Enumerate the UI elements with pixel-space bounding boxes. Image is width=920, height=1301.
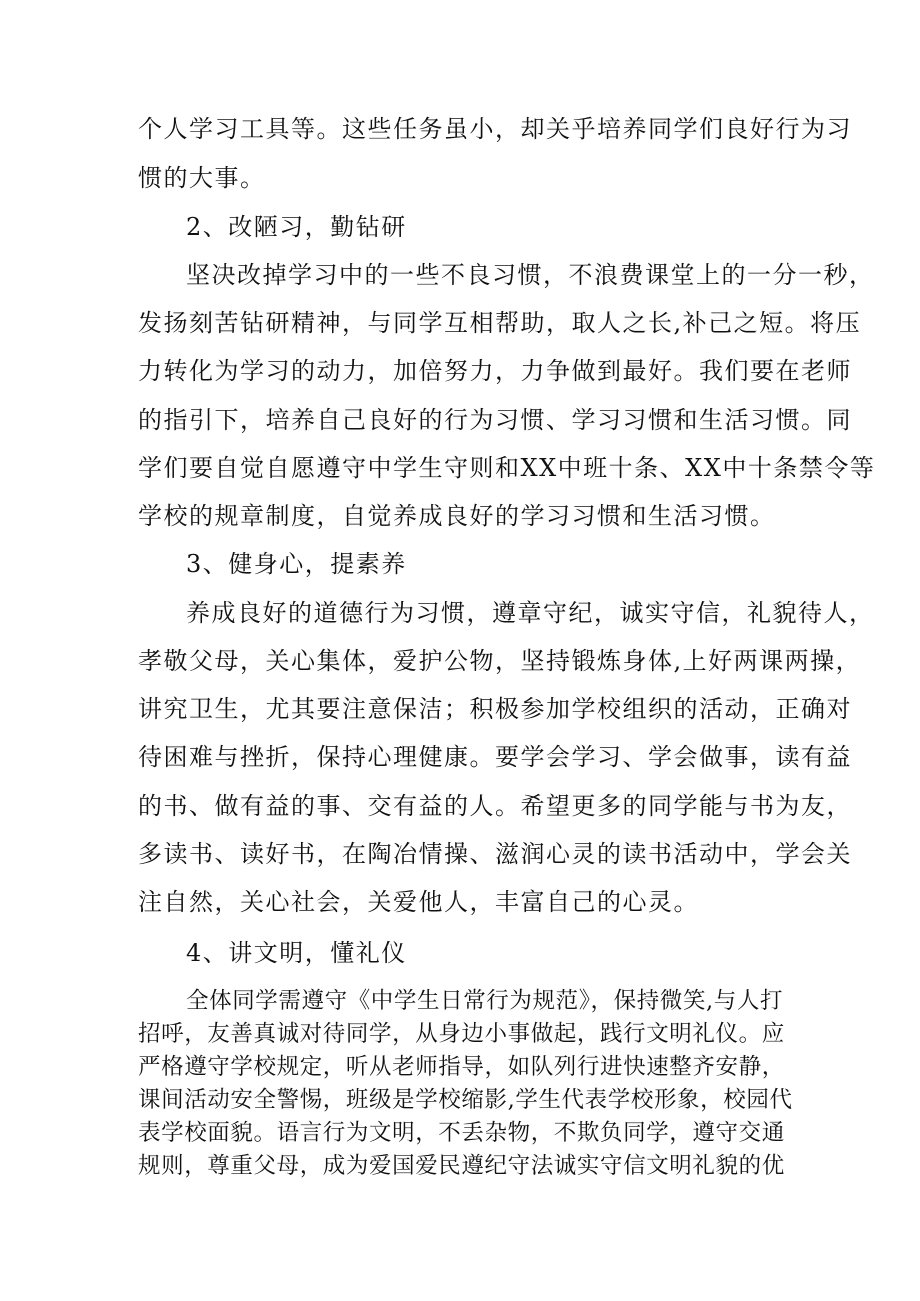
section-heading-3: 3、健身心，提素养 bbox=[186, 550, 407, 578]
paragraph-line: 课间活动安全警惕，班级是学校缩影,学生代表学校形象，校园代 bbox=[138, 1087, 793, 1113]
paragraph-line: 招呼，友善真诚对待同学，从身边小事做起，践行文明礼仪。应 bbox=[138, 1021, 785, 1047]
paragraph-line: 学们要自觉自愿遵守中学生守则和XX中班十条、XX中十条禁令等 bbox=[138, 454, 876, 482]
paragraph-line: 讲究卫生，尤其要注意保洁；积极参加学校组织的活动，正确对 bbox=[138, 695, 852, 723]
paragraph-line: 全体同学需遵守《中学生日常行为规范》，保持微笑,与人打 bbox=[186, 988, 784, 1014]
section-heading-2: 2、改陋习，勤钻研 bbox=[186, 213, 407, 241]
paragraph-line: 惯的大事。 bbox=[138, 164, 266, 192]
paragraph-line: 养成良好的道德行为习惯，遵章守纪，诚实守信，礼貌待人， bbox=[186, 599, 875, 627]
paragraph-line: 个人学习工具等。这些任务虽小，却关乎培养同学们良好行为习 bbox=[138, 115, 852, 143]
paragraph-line: 多读书、读好书，在陶冶情操、滋润心灵的读书活动中，学会关 bbox=[138, 840, 852, 868]
paragraph-line: 孝敬父母，关心集体，爱护公物，坚持锻炼身体,上好两课两操， bbox=[138, 647, 862, 675]
paragraph-line: 学校的规章制度，自觉养成良好的学习习惯和生活习惯。 bbox=[138, 502, 776, 530]
paragraph-line: 表学校面貌。语言行为文明，不丢杂物，不欺负同学，遵守交通 bbox=[138, 1120, 785, 1146]
paragraph-line: 发扬刻苦钻研精神，与同学互相帮助，取人之长,补己之短。将压 bbox=[138, 309, 862, 337]
paragraph-line: 的指引下，培养自己良好的行为习惯、学习习惯和生活习惯。同 bbox=[138, 406, 852, 434]
paragraph-line: 力转化为学习的动力，加倍努力，力争做到最好。我们要在老师 bbox=[138, 357, 852, 385]
paragraph-line: 注自然，关心社会，关爱他人，丰富自己的心灵。 bbox=[138, 888, 699, 916]
paragraph-line: 严格遵守学校规定，听从老师指导，如队列行进快速整齐安静， bbox=[138, 1054, 785, 1080]
paragraph-line: 的书、做有益的事、交有益的人。希望更多的同学能与书为友， bbox=[138, 792, 852, 820]
paragraph-line: 规则，尊重父母，成为爱国爱民遵纪守法诚实守信文明礼貌的优 bbox=[138, 1153, 785, 1179]
section-heading-4: 4、讲文明，懂礼仪 bbox=[186, 939, 407, 967]
paragraph-line: 待困难与挫折，保持心理健康。要学会学习、学会做事，读有益 bbox=[138, 743, 852, 771]
paragraph-line: 坚决改掉学习中的一些不良习惯，不浪费课堂上的一分一秒， bbox=[186, 261, 875, 289]
